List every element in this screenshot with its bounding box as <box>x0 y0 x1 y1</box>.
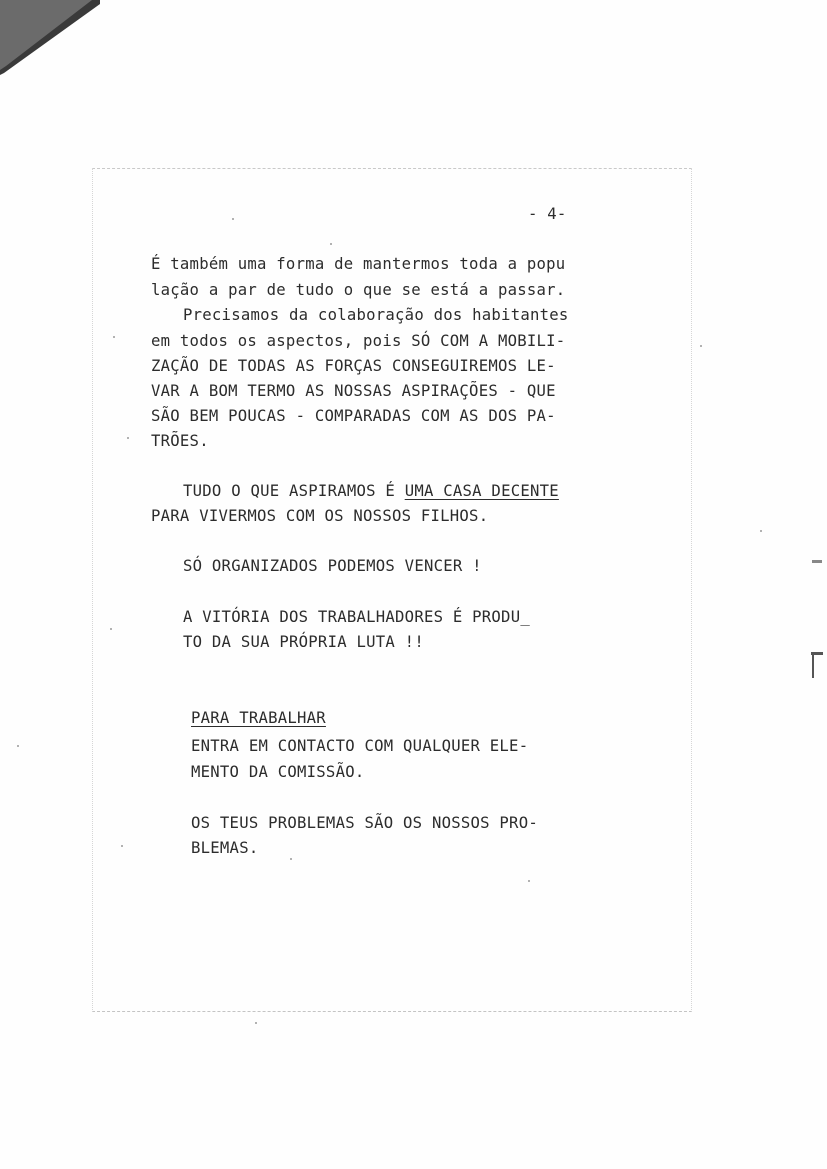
scan-speck <box>121 845 123 847</box>
paragraph2-line4: VAR A BOM TERMO AS NOSSAS ASPIRAÇÕES - QUE <box>151 382 556 400</box>
paragraph3-line1-prefix: TUDO O QUE ASPIRAMOS É <box>183 482 405 500</box>
section-heading-work: PARA TRABALHAR <box>191 709 326 727</box>
paragraph2-line1: Precisamos da colaboração dos habitantes <box>183 306 569 324</box>
right-edge-mark <box>812 560 822 563</box>
scan-speck <box>255 1022 257 1024</box>
paragraph3-line2: PARA VIVERMOS COM OS NOSSOS FILHOS. <box>151 507 489 525</box>
problems-line1: OS TEUS PROBLEMAS SÃO OS NOSSOS PRO- <box>191 814 538 832</box>
slogan-victory-line2: TO DA SUA PRÓPRIA LUTA !! <box>183 633 424 651</box>
paragraph1-line2: lação a par de tudo o que se está a passar. <box>151 281 566 299</box>
scan-speck <box>110 628 112 630</box>
paragraph2-line3: ZAÇÃO DE TODAS AS FORÇAS CONSEGUIREMOS LE- <box>151 357 556 375</box>
slogan-victory-line1: A VITÓRIA DOS TRABALHADORES É PRODU_ <box>183 608 530 626</box>
paragraph1-line1: É também uma forma de mantermos toda a popu <box>151 255 566 273</box>
work-line1: ENTRA EM CONTACTO COM QUALQUER ELE- <box>191 737 529 755</box>
folded-corner-shadow <box>0 0 100 75</box>
page-number: - 4- <box>528 205 567 223</box>
scan-speck <box>232 218 234 220</box>
scan-speck <box>17 745 19 747</box>
problems-line2: BLEMAS. <box>191 839 259 857</box>
scan-speck <box>330 243 332 245</box>
scan-speck <box>528 880 530 882</box>
scan-speck <box>127 437 129 439</box>
paragraph2-line6: TRÕES. <box>151 432 209 450</box>
scan-speck <box>113 336 115 338</box>
scan-speck <box>700 345 702 347</box>
scan-speck <box>290 858 292 860</box>
slogan-organized: SÓ ORGANIZADOS PODEMOS VENCER ! <box>183 557 482 575</box>
scan-speck <box>760 530 762 532</box>
right-edge-mark <box>812 652 814 678</box>
work-line2: MENTO DA COMISSÃO. <box>191 763 365 781</box>
paragraph3-line1 <box>183 482 559 500</box>
underlined-phrase: UMA CASA DECENTE <box>404 482 559 500</box>
paragraph2-line5: SÃO BEM POUCAS - COMPARADAS COM AS DOS PA- <box>151 407 556 425</box>
paragraph2-line2: em todos os aspectos, pois SÓ COM A MOBILI- <box>151 332 566 350</box>
